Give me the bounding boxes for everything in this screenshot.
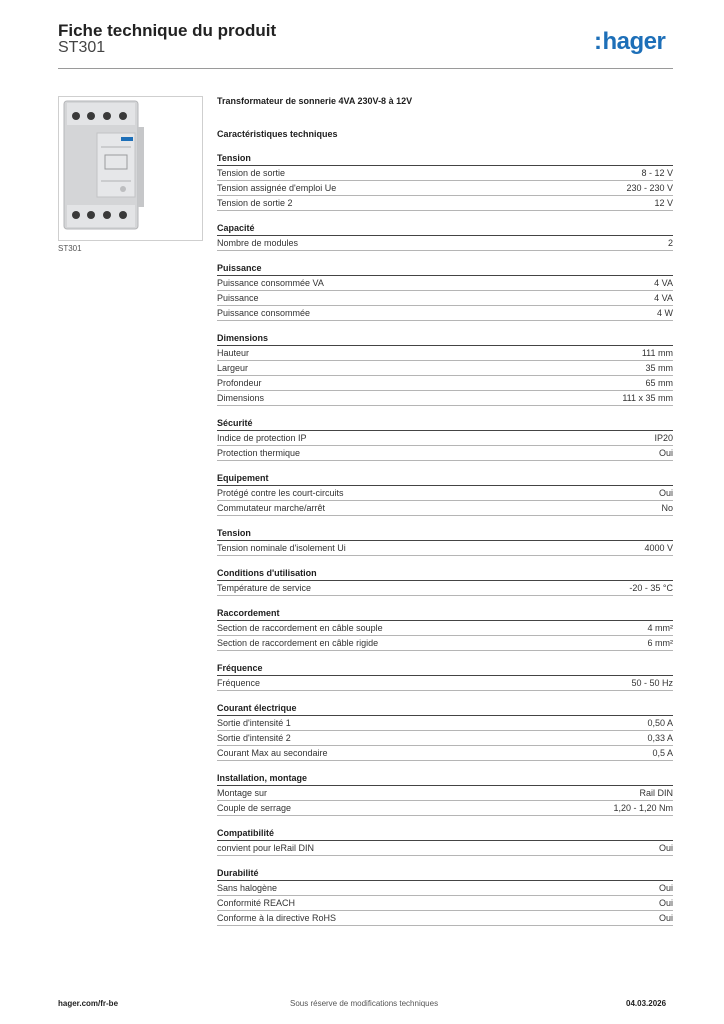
spec-row <box>217 636 673 651</box>
product-caption: ST301 <box>58 244 82 253</box>
spec-group <box>217 661 673 691</box>
spec-row <box>217 291 673 306</box>
spec-group-title: Courant électrique <box>217 701 673 716</box>
spec-value: 65 mm <box>645 378 673 388</box>
spec-value: Oui <box>658 883 673 893</box>
spec-label: Section de raccordement en câble souple <box>217 623 383 633</box>
spec-label: Conforme à la directive RoHS <box>217 913 337 923</box>
spec-row <box>217 276 673 291</box>
spec-group-title: Fréquence <box>217 661 673 676</box>
spec-label: Fréquence <box>217 678 261 688</box>
spec-row <box>217 361 673 376</box>
footer-date: 04.03.2026 <box>626 999 667 1008</box>
spec-label: Tension de sortie 2 <box>217 198 293 208</box>
spec-value: 1,20 - 1,20 Nm <box>613 803 673 813</box>
spec-value: 230 - 230 V <box>626 183 673 193</box>
spec-label: Sortie d'intensité 1 <box>217 718 291 728</box>
spec-label: Tension de sortie <box>217 168 286 178</box>
spec-row <box>217 911 673 926</box>
spec-value: No <box>661 503 673 513</box>
spec-label: Tension assignée d'emploi Ue <box>217 183 337 193</box>
product-reference: ST301 <box>58 39 106 56</box>
spec-label: convient pour leRail DIN <box>217 843 315 853</box>
spec-value: Oui <box>658 913 673 923</box>
spec-group <box>217 221 673 251</box>
spec-label: Puissance consommée <box>217 308 311 318</box>
spec-groups <box>217 151 673 926</box>
spec-label: Profondeur <box>217 378 262 388</box>
spec-group <box>217 606 673 651</box>
spec-label: Conformité REACH <box>217 898 296 908</box>
spec-value: 4 W <box>656 308 673 318</box>
spec-label: Montage sur <box>217 788 268 798</box>
spec-label: Couple de serrage <box>217 803 292 813</box>
spec-row <box>217 501 673 516</box>
spec-group <box>217 701 673 761</box>
spec-value: -20 - 35 °C <box>629 583 673 593</box>
spec-value: 12 V <box>654 198 673 208</box>
spec-row <box>217 486 673 501</box>
spec-label: Puissance consommée VA <box>217 278 324 288</box>
spec-row <box>217 581 673 596</box>
page-title: Fiche technique du produit <box>58 21 277 40</box>
spec-group-title: Tension <box>217 151 673 166</box>
spec-label: Sans halogène <box>217 883 278 893</box>
spec-value: Oui <box>658 898 673 908</box>
product-description: Transformateur de sonnerie 4VA 230V-8 à 12V <box>217 96 413 106</box>
spec-group <box>217 331 673 406</box>
spec-group <box>217 566 673 596</box>
hager-logo[interactable]: :hager <box>594 28 666 55</box>
spec-value: 111 mm <box>641 348 673 358</box>
spec-group <box>217 771 673 816</box>
spec-row <box>217 841 673 856</box>
spec-row <box>217 896 673 911</box>
product-image <box>58 96 203 241</box>
footer-website-link[interactable]: hager.com/fr-be <box>58 999 119 1008</box>
spec-value: 0,5 A <box>652 748 673 758</box>
spec-row <box>217 881 673 896</box>
spec-group-title: Sécurité <box>217 416 673 431</box>
spec-label: Courant Max au secondaire <box>217 748 328 758</box>
spec-value: 111 x 35 mm <box>622 393 673 403</box>
spec-label: Tension nominale d'isolement Ui <box>217 543 346 553</box>
spec-value: 0,33 A <box>647 733 673 743</box>
spec-row <box>217 181 673 196</box>
spec-row <box>217 621 673 636</box>
spec-value: 50 - 50 Hz <box>631 678 673 688</box>
spec-value: Rail DIN <box>639 788 673 798</box>
spec-value: Oui <box>658 488 673 498</box>
spec-value: 4000 V <box>644 543 673 553</box>
spec-row <box>217 376 673 391</box>
spec-group-title: Durabilité <box>217 866 673 881</box>
spec-group-title: Tension <box>217 526 673 541</box>
spec-group <box>217 416 673 461</box>
logo-text: hager <box>602 28 666 55</box>
spec-value: 4 mm² <box>647 623 673 633</box>
spec-group-title: Raccordement <box>217 606 673 621</box>
spec-group-title: Equipement <box>217 471 673 486</box>
spec-label: Température de service <box>217 583 312 593</box>
spec-row <box>217 541 673 556</box>
spec-value: 8 - 12 V <box>641 168 673 178</box>
specs-heading: Caractéristiques techniques <box>217 129 338 139</box>
spec-value: Oui <box>658 843 673 853</box>
spec-label: Protégé contre les court-circuits <box>217 488 344 498</box>
spec-label: Section de raccordement en câble rigide <box>217 638 379 648</box>
spec-group <box>217 261 673 321</box>
spec-label: Hauteur <box>217 348 250 358</box>
spec-group <box>217 526 673 556</box>
spec-label: Largeur <box>217 363 249 373</box>
din-rail-transformer-icon <box>59 97 202 240</box>
spec-label: Commutateur marche/arrêt <box>217 503 326 513</box>
spec-group <box>217 826 673 856</box>
spec-row <box>217 306 673 321</box>
spec-group-title: Conditions d'utilisation <box>217 566 673 581</box>
spec-row <box>217 166 673 181</box>
spec-row <box>217 731 673 746</box>
spec-group-title: Puissance <box>217 261 673 276</box>
spec-label: Indice de protection IP <box>217 433 307 443</box>
footer-notice: Sous réserve de modifications techniques <box>290 999 439 1008</box>
spec-row <box>217 196 673 211</box>
spec-value: 4 VA <box>654 293 673 303</box>
spec-sheet <box>217 96 673 936</box>
spec-row <box>217 746 673 761</box>
spec-group-title: Capacité <box>217 221 673 236</box>
spec-label: Puissance <box>217 293 259 303</box>
header-divider <box>58 68 673 69</box>
spec-value: 35 mm <box>645 363 673 373</box>
spec-group <box>217 866 673 926</box>
spec-row <box>217 236 673 251</box>
spec-label: Dimensions <box>217 393 265 403</box>
spec-value: 4 VA <box>654 278 673 288</box>
spec-value: IP20 <box>654 433 673 443</box>
spec-row <box>217 786 673 801</box>
spec-label: Nombre de modules <box>217 238 299 248</box>
spec-value: 6 mm² <box>647 638 673 648</box>
spec-group-title: Compatibilité <box>217 826 673 841</box>
spec-row <box>217 431 673 446</box>
spec-row <box>217 346 673 361</box>
spec-value: 0,50 A <box>647 718 673 728</box>
spec-label: Protection thermique <box>217 448 301 458</box>
spec-value: Oui <box>658 448 673 458</box>
spec-group-title: Installation, montage <box>217 771 673 786</box>
spec-group-title: Dimensions <box>217 331 673 346</box>
spec-group <box>217 471 673 516</box>
spec-label: Sortie d'intensité 2 <box>217 733 291 743</box>
spec-row <box>217 391 673 406</box>
spec-value: 2 <box>667 238 673 248</box>
spec-row <box>217 676 673 691</box>
spec-row <box>217 446 673 461</box>
spec-row <box>217 716 673 731</box>
spec-row <box>217 801 673 816</box>
spec-group <box>217 151 673 211</box>
